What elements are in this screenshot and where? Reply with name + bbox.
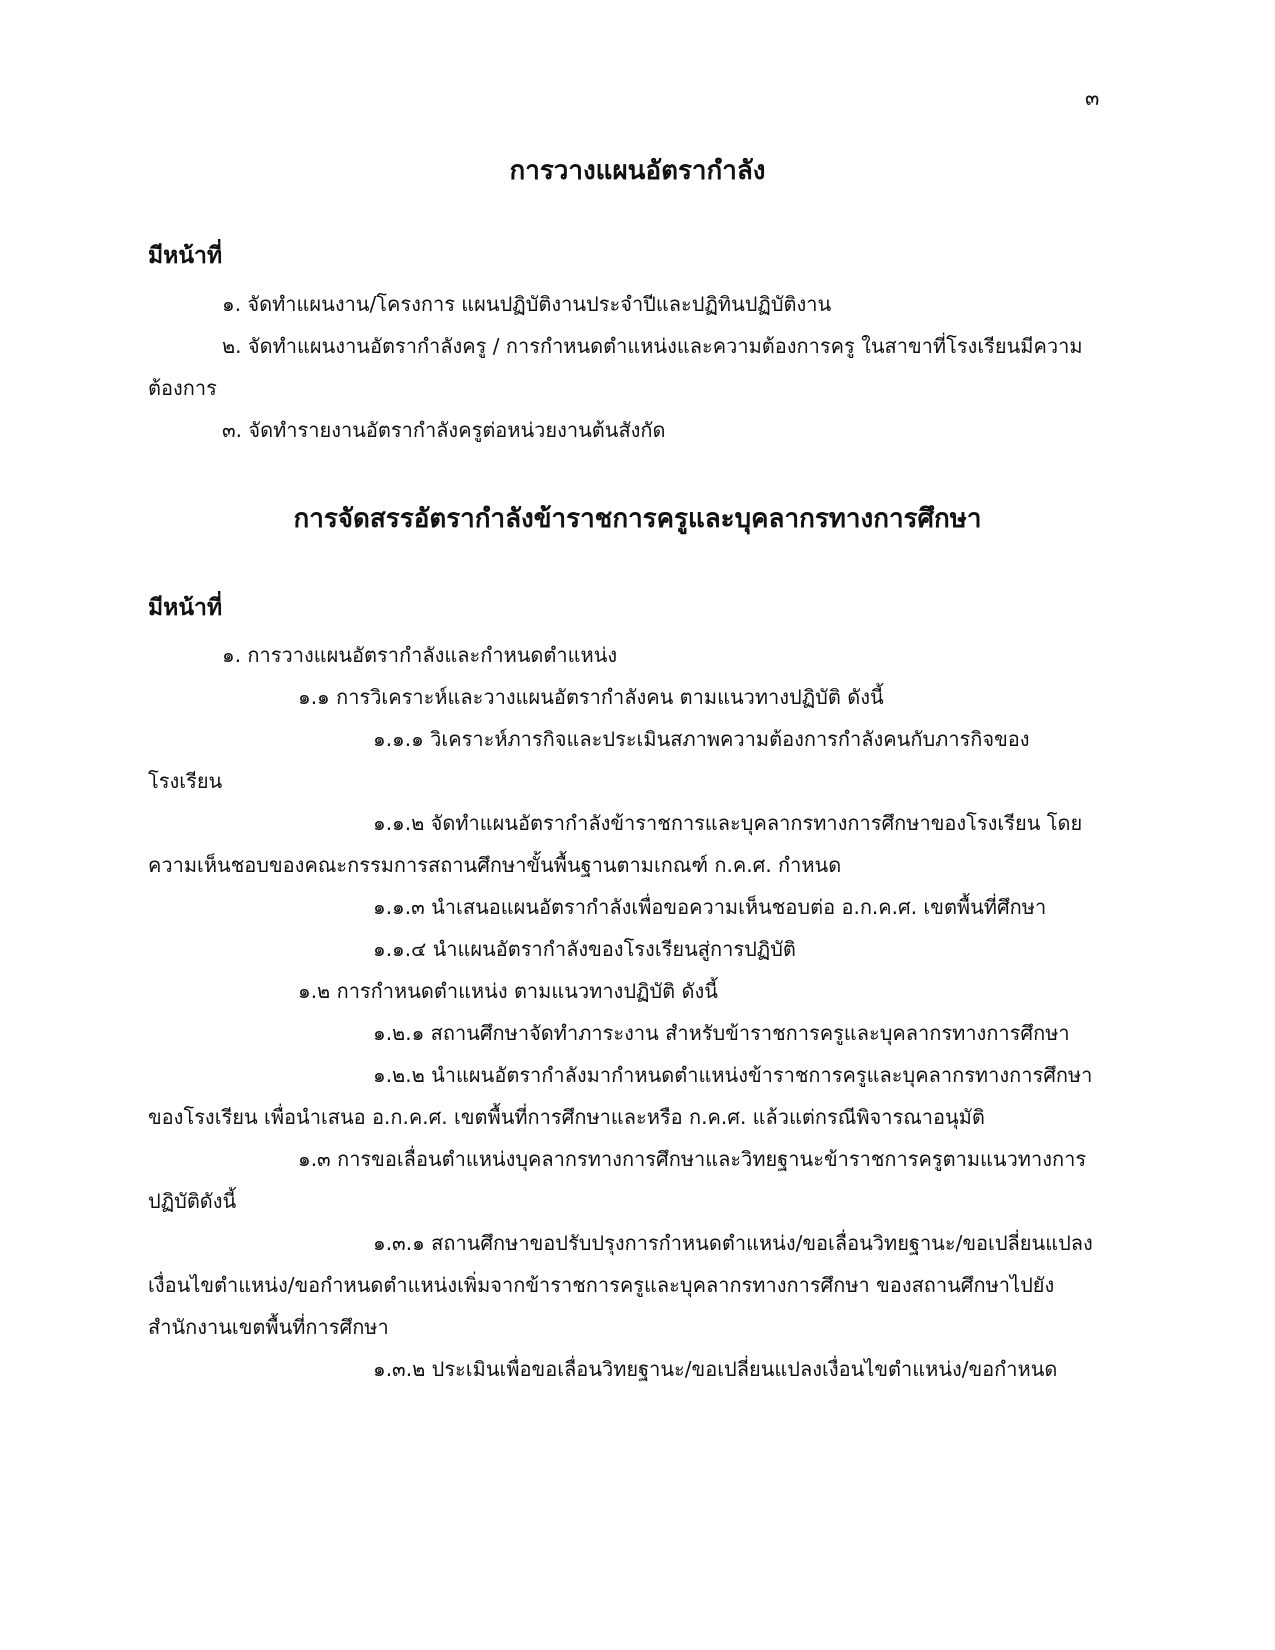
paragraph-line: เงื่อนไขตำแหน่ง/ขอกำหนดตำแหน่งเพิ่มจากข้าราชการครูและบุคลากรทางการศึกษา ของสถานศึกษาไปยัง [148,1273,1055,1297]
paragraph-line: ของโรงเรียน เพื่อนำเสนอ อ.ก.ค.ศ. เขตพื้นที่การศึกษาและหรือ ก.ค.ศ. แล้วแต่กรณีพิจารณาอนุมัติ [148,1105,985,1129]
paragraph-line: ความเห็นชอบของคณะกรรมการสถานศึกษาขั้นพื้นฐานตามเกณฑ์ ก.ค.ศ. กำหนด [148,853,842,877]
paragraph-line: ๑.๑ การวิเคราะห์และวางแผนอัตรากำลังคน ตามแนวทางปฏิบัติ ดังนี้ [298,685,884,709]
paragraph-line: ๑.๒.๑ สถานศึกษาจัดทำภาระงาน สำหรับข้าราชการครูและบุคลากรทางการศึกษา [373,1021,1070,1045]
section-title-staff-allocation: การจัดสรรอัตรากำลังข้าราชการครูและบุคลากรทางการศึกษา [293,504,982,534]
paragraph-line: สำนักงานเขตพื้นที่การศึกษา [148,1315,389,1339]
page-number: ๓ [1085,86,1100,110]
paragraph-line: ๑. การวางแผนอัตรากำลังและกำหนดตำแหน่ง [222,643,618,667]
duty-item: ๒. จัดทำแผนงานอัตรากำลังครู / การกำหนดตำแหน่งและความต้องการครู ในสาขาที่โรงเรียนมีความ [222,334,1083,358]
paragraph-line: ๑.๓ การขอเลื่อนตำแหน่งบุคลากรทางการศึกษาและวิทยฐานะข้าราชการครูตามแนวทางการ [298,1147,1087,1171]
section-title-workforce-planning: การวางแผนอัตรากำลัง [509,156,766,186]
duty-item: ๑. จัดทำแผนงาน/โครงการ แผนปฏิบัติงานประจำปีและปฏิทินปฏิบัติงาน [222,292,832,316]
section-heading-duties: มีหน้าที่ [148,595,223,621]
paragraph-line: ๑.๓.๒ ประเมินเพื่อขอเลื่อนวิทยฐานะ/ขอเปลี่ยนแปลงเงื่อนไขตำแหน่ง/ขอกำหนด [373,1357,1058,1381]
paragraph-line: ๑.๒ การกำหนดตำแหน่ง ตามแนวทางปฏิบัติ ดังนี้ [298,979,718,1003]
duty-item: ๓. จัดทำรายงานอัตรากำลังครูต่อหน่วยงานต้นสังกัด [222,418,666,442]
paragraph-line: ๑.๑.๑ วิเคราะห์ภารกิจและประเมินสภาพความต้องการกำลังคนกับภารกิจของ [373,727,1030,751]
paragraph-line: ๑.๑.๓ นำเสนอแผนอัตรากำลังเพื่อขอความเห็นชอบต่อ อ.ก.ค.ศ. เขตพื้นที่ศึกษา [373,895,1047,919]
paragraph-line: ๑.๑.๔ นำแผนอัตรากำลังของโรงเรียนสู่การปฏิบัติ [373,937,796,961]
paragraph-line: โรงเรียน [148,769,223,793]
section-heading-duties: มีหน้าที่ [148,243,223,269]
paragraph-line: ๑.๒.๒ นำแผนอัตรากำลังมากำหนดตำแหน่งข้าราชการครูและบุคลากรทางการศึกษา [373,1063,1093,1087]
paragraph-line: ปฏิบัติดังนี้ [148,1189,237,1213]
paragraph-line: ๑.๓.๑ สถานศึกษาขอปรับปรุงการกำหนดตำแหน่ง/ขอเลื่อนวิทยฐานะ/ขอเปลี่ยนแปลง [373,1231,1093,1255]
paragraph-line: ๑.๑.๒ จัดทำแผนอัตรากำลังข้าราชการและบุคลากรทางการศึกษาของโรงเรียน โดย [373,811,1083,835]
duty-item-continuation: ต้องการ [148,376,217,400]
